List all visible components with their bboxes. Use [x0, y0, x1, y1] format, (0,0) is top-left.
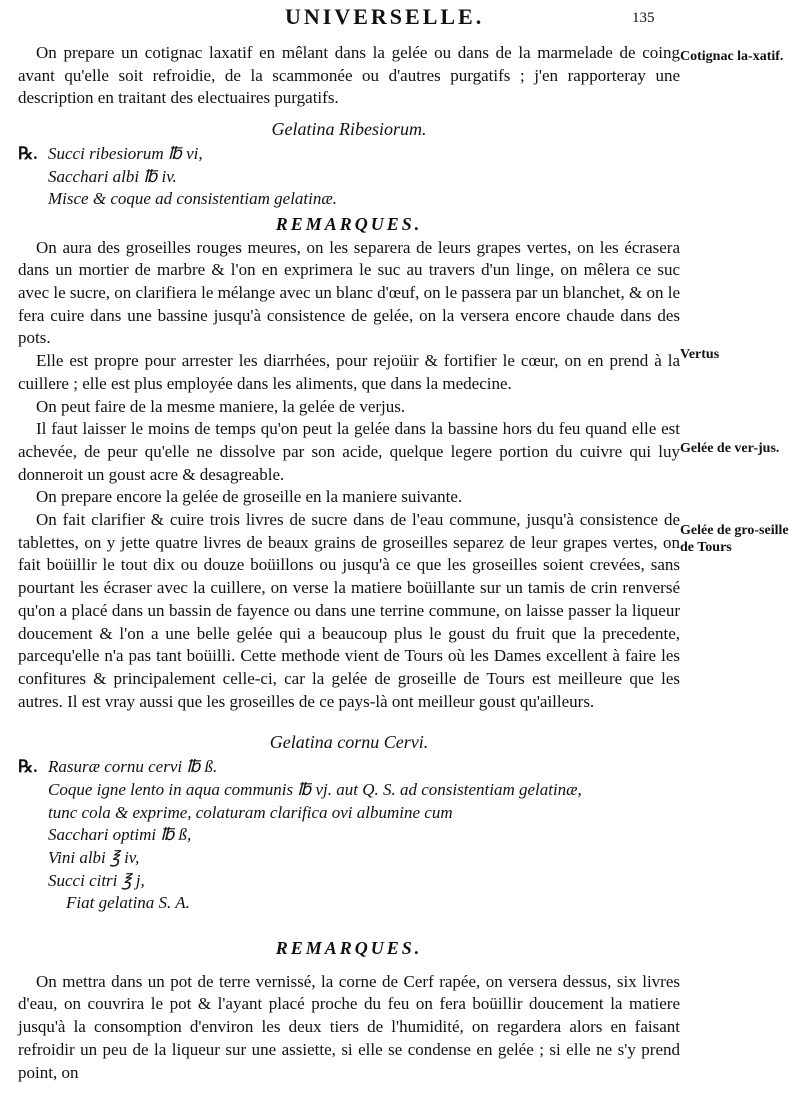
margin-note-gelee-verjus: Gelée de ver-jus.	[680, 441, 780, 456]
intro-paragraph: On prepare un cotignac laxatif en mêlant dans la gelée ou dans de la marmelade de coing avant qu'elle soit refroidie, de la scammonée ou d'autres purgatifs ; j'en rapporteray une description en traitant des electuaires purgatifs.	[18, 43, 680, 108]
recipe-title-ribesiorum: Gelatina Ribesiorum.	[271, 119, 427, 140]
main-text	[18, 42, 680, 1084]
margin-note-vertus: Vertus	[680, 347, 720, 362]
rx-symbol: ℞.	[18, 143, 38, 163]
recipe-line: ℞. Succi ribesiorum ℔ vi,	[18, 143, 680, 166]
rx-symbol: ℞.	[18, 757, 38, 777]
margin-note-gelee-groseille: Gelée de gro-seille de Tours	[680, 523, 789, 555]
spacer	[18, 713, 680, 723]
remarques-paragraph: On fait clarifier & cuire trois livres de sucre dans de l'eau commune, jusqu'à consistence de tablettes, on y jette quatre livres de beaux grains de groseilles separez de leur grapes vertes, on fait boüillir le tout dix ou douze boüillons ou jusqu'à ce que les groseilles soient crevées, sans pourtant les écraser avec la cuillere, on verse la matiere boüillante sur un tamis de crin renversé qu'on a placé dans un bassin de fayence ou dans une terrine commune, on laisse passer la liqueur doucement & l'on a une belle gelée qui a beaucoup plus le goust du fruit que la precedente, parcequ'elle n'a pas tant boüilli. Cette methode vient de Tours où les Dames excellent à faire les confitures & principalement celle-ci, car la gelée de groseille de Tours est meilleure que les autres. Il est vray aussi que les groseilles de ce pays-là ont meilleur goust qu'ailleurs.	[18, 510, 680, 711]
recipe-line: ℞. Rasuræ cornu cervi ℔ ß.	[18, 756, 680, 779]
recipe-line: Succi citri ℥ j,	[48, 870, 145, 890]
recipe-line: Coque igne lento in aqua communis ℔ vj. aut Q. S. ad consistentiam gelatinæ,	[48, 779, 582, 799]
remarques-heading: REMARQUES.	[275, 938, 423, 959]
remarques-paragraph: On prepare encore la gelée de groseille en la maniere suivante.	[36, 487, 463, 507]
remarques-paragraph: On aura des groseilles rouges meures, on les separera de leurs grapes vertes, on les écrasera dans un mortier de marbre & l'on en exprimera le suc au travers d'un linge, on mêlera ce suc avec le sucre, on clarifiera le mélange avec un blanc d'œuf, on le passera par un blanchet, & on le fera cuire dans une bassine jusqu'à consistence de gelée, on la versera encore chaude dans des pots.	[18, 237, 680, 348]
running-head: UNIVERSELLE.	[285, 4, 485, 29]
recipe-line: tunc cola & exprime, colaturam clarifica ovi albumine cum	[48, 802, 453, 822]
recipe-line: Vini albi ℥ iv,	[48, 847, 140, 867]
remarques-paragraph: On mettra dans un pot de terre vernissé, la corne de Cerf rapée, on versera dessus, six livres d'eau, on couvrira le pot & l'ayant placé proche du feu on fera boüillir doucement la matiere jusqu'à la consomption d'environ les deux tiers de l'humidité, on regardera alors en faisant refroidir un peu de la liqueur sur une assiette, si elle se condense en gelée ; si elle ne s'y prend point, on	[18, 971, 680, 1082]
remarques-paragraph: Il faut laisser le moins de temps qu'on peut la gelée dans la bassine hors du feu quand elle est achevée, de peur qu'elle ne dissolve par son acide, quelque legere portion du cuivre qui luy donneroit un goust acre & desagreable.	[18, 419, 680, 484]
recipe-cornu-cervi	[18, 756, 680, 915]
page-number: 135	[632, 10, 655, 26]
recipe-line: Sacchari albi ℔ iv.	[48, 166, 177, 186]
recipe-title-cornu-cervi: Gelatina cornu Cervi.	[269, 732, 429, 753]
margin-note-cotignac: Cotignac la-xatif.	[680, 49, 784, 64]
recipe-line: Fiat gelatina S. A.	[66, 893, 190, 913]
spacer	[18, 961, 680, 971]
recipe-line: Misce & coque ad consistentiam gelatinæ.	[48, 189, 337, 209]
remarques-paragraph: On peut faire de la mesme maniere, la gelée de verjus.	[36, 396, 406, 416]
recipe-line: Sacchari optimi ℔ ß,	[48, 825, 192, 845]
recipe-ribesiorum	[18, 143, 680, 211]
spacer	[18, 915, 680, 935]
remarques-paragraph: Elle est propre pour arrester les diarrhées, pour rejoüir & fortifier le cœur, on en prend à la cuillere ; elle est plus employée dans les aliments, que dans la medecine.	[18, 351, 680, 393]
remarques-heading: REMARQUES.	[275, 213, 423, 234]
page-header	[0, 4, 800, 38]
